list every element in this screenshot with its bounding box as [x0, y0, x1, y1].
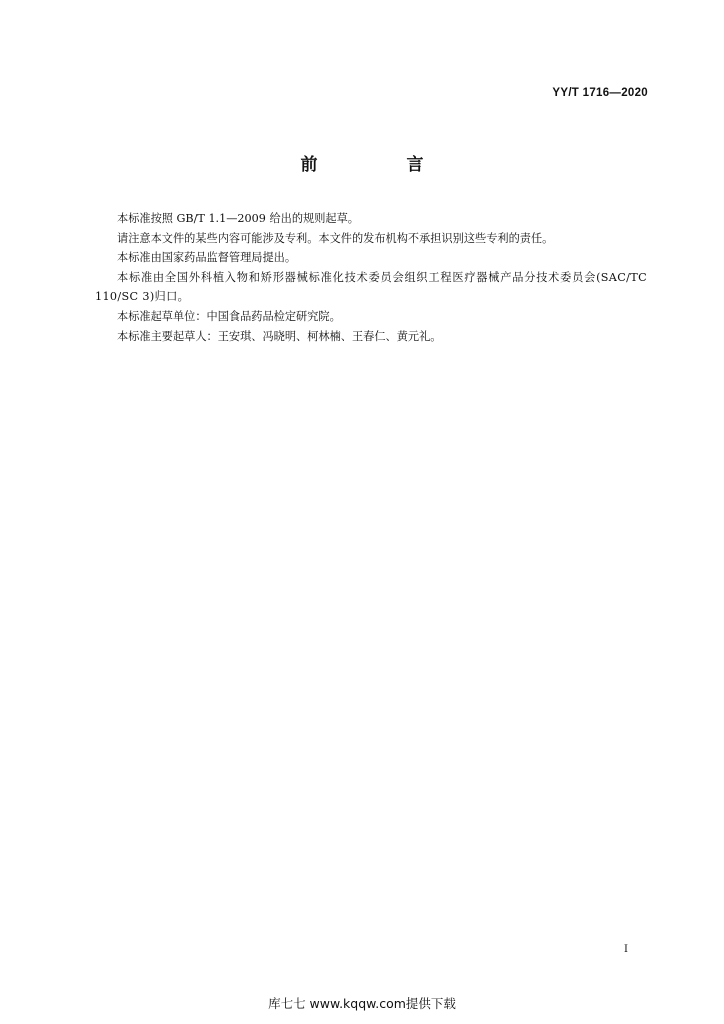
page-number: I [624, 944, 628, 955]
page-title: 前 言 [300, 155, 460, 175]
paragraph-drafting-rules: 本标准按照 GB/T 1.1—2009 给出的规则起草。 [117, 212, 359, 225]
paragraph-main-drafters: 本标准主要起草人：王安琪、冯晓明、柯林楠、王春仁、黄元礼。 [117, 329, 442, 343]
download-footer: 库七七 www.kqqw.com提供下载 [268, 996, 456, 1011]
preface-body [95, 209, 647, 346]
standard-code: YY/T 1716—2020 [552, 87, 648, 99]
paragraph-technical-committee: 本标准由全国外科植入物和矫形器械标准化技术委员会组织工程医疗器械产品分技术委员会(SAC/TC 110/SC 3)归口。 [95, 270, 647, 304]
paragraph-patent-notice: 请注意本文件的某些内容可能涉及专利。本文件的发布机构不承担识别这些专利的责任。 [117, 231, 554, 245]
paragraph-proposer: 本标准由国家药品监督管理局提出。 [117, 251, 297, 265]
paragraph-drafting-unit: 本标准起草单位：中国食品药品检定研究院。 [117, 309, 341, 323]
